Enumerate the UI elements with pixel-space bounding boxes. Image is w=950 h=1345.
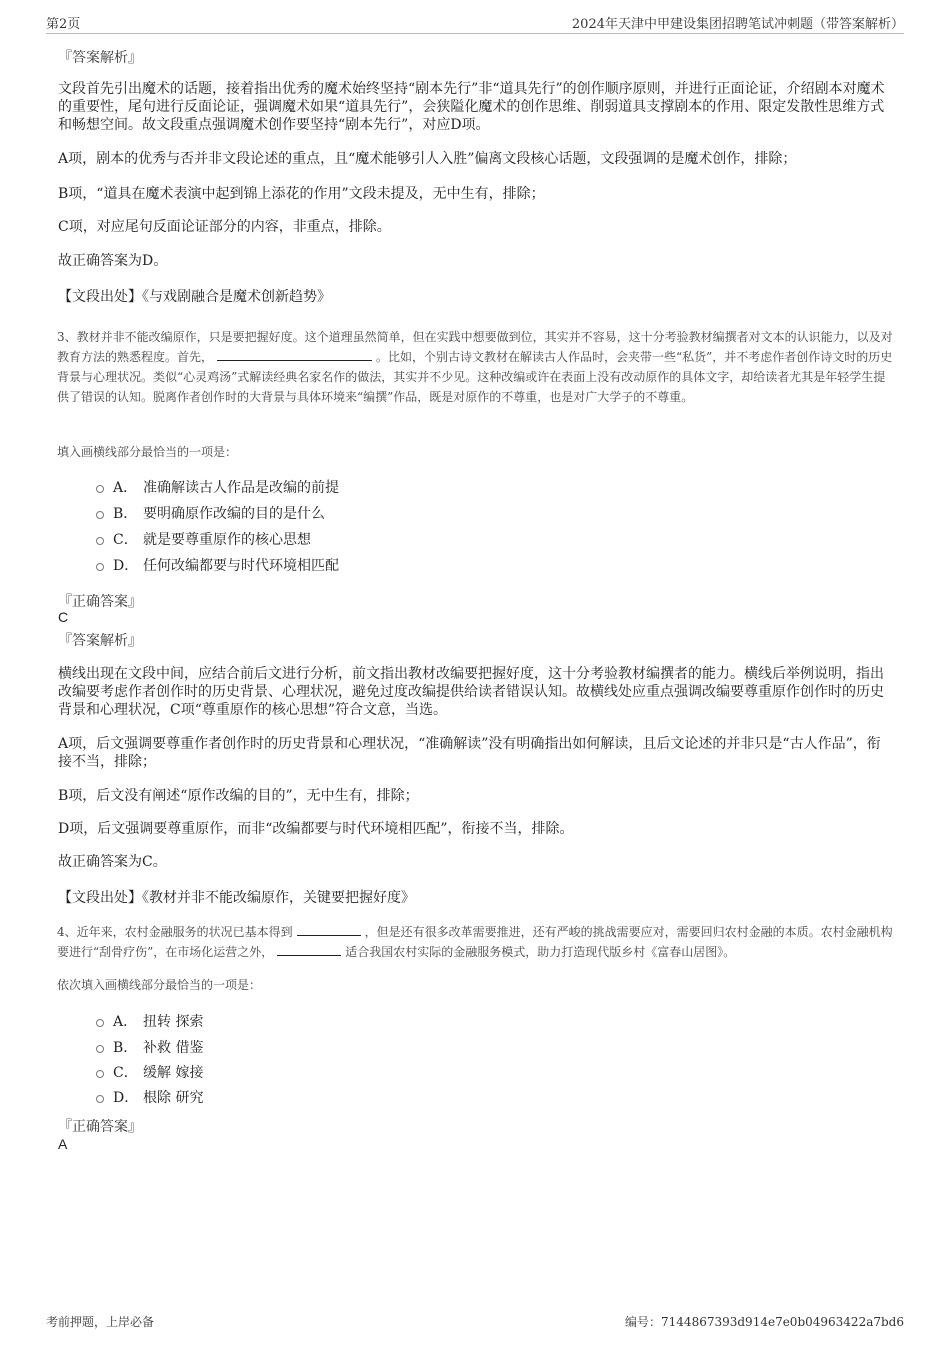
option-letter: B． (113, 1040, 138, 1056)
question-4-text-b: ，但是还有很多改革需要推进，还有严峻的挑战需要应对，需要回归农村金融的本质。农村金融机构要进行“刮骨疗伤”，在市场化运营之外， (57, 925, 893, 959)
option-text: 缓解 嫁接 (143, 1065, 204, 1081)
analysis-paragraph: B项，“道具在魔术表演中起到锦上添花的作用”文段未提及，无中生有，排除； (58, 186, 545, 202)
correct-answer: C (58, 609, 69, 625)
analysis-conclusion: 故正确答案为D。 (58, 253, 168, 269)
question-4-option-a[interactable] (96, 1011, 203, 1031)
question-3-option-a[interactable] (96, 477, 339, 497)
page-footer (46, 1313, 904, 1331)
question-4-option-c[interactable] (96, 1062, 203, 1082)
question-4-text (57, 922, 897, 962)
analysis-paragraph: A项，剧本的优秀与否并非文段论述的重点，且“魔术能够引人入胜”偏离文段核心话题，文段强调的是魔术创作，排除； (58, 151, 797, 167)
analysis-paragraph: B项，后文没有阐述“原作改编的目的”，无中生有，排除； (58, 788, 419, 804)
question-4-text-a: 4、近年来，农村金融服务的状况已基本得到 (57, 925, 293, 939)
analysis-paragraph: 横线出现在文段中间，应结合前后文进行分析，前文指出教材改编要把握好度，这十分考验教材编撰者的能力。横线后举例说明，指出改编要考虑作者创作时的历史背景、心理状况，避免过度改编提供给读者错误认知。故横线处应重点强调改编要尊重原作创作时的历史背景和心理状况，C项“尊重原作的核心思想”符合文意，当选。 (58, 666, 884, 718)
question-3-option-b[interactable] (96, 503, 325, 523)
option-letter: C． (113, 1065, 138, 1081)
option-letter: A． (113, 480, 138, 496)
fill-blank (277, 943, 341, 956)
question-3-prompt: 填入画横线部分最恰当的一项是： (57, 445, 238, 459)
question-3-text (57, 327, 897, 407)
option-text: 任何改编都要与时代环境相匹配 (143, 558, 339, 574)
question-4-option-b[interactable] (96, 1037, 203, 1057)
analysis-paragraph: A项，后文强调要尊重作者创作时的历史背景和心理状况，“准确解读”没有明确指出如何解读，且后文论述的并非只是“古人作品”，衔接不当，排除； (58, 736, 881, 770)
option-text: 扭转 探索 (143, 1014, 204, 1030)
page-number: 第2页 (46, 17, 81, 32)
radio-button[interactable] (96, 1095, 104, 1103)
radio-button[interactable] (96, 485, 104, 493)
fill-blank (297, 923, 361, 936)
passage-source: 【文段出处】《教材并非不能改编原作，关键要把握好度》 (58, 890, 415, 906)
option-letter: B． (113, 506, 138, 522)
question-4-prompt: 依次填入画横线部分最恰当的一项是： (57, 978, 262, 992)
option-letter: C． (113, 532, 138, 548)
question-4-option-d[interactable] (96, 1087, 203, 1107)
radio-button[interactable] (96, 1070, 104, 1078)
radio-button[interactable] (96, 563, 104, 571)
footer-slogan: 考前押题，上岸必备 (46, 1315, 155, 1329)
option-text: 就是要尊重原作的核心思想 (143, 532, 311, 548)
correct-answer-label: 『正确答案』 (58, 594, 142, 610)
option-text: 准确解读古人作品是改编的前提 (143, 480, 339, 496)
document-title: 2024年天津中甲建设集团招聘笔试冲刺题（带答案解析） (571, 17, 904, 32)
correct-answer-label: 『正确答案』 (58, 1119, 142, 1135)
correct-answer: A (58, 1136, 68, 1152)
option-text: 要明确原作改编的目的是什么 (143, 506, 325, 522)
question-3-option-d[interactable] (96, 555, 339, 575)
option-letter: D． (113, 558, 139, 574)
radio-button[interactable] (96, 511, 104, 519)
fill-blank (217, 348, 372, 361)
question-4-text-c: 适合我国农村实际的金融服务模式，助力打造现代版乡村《富春山居图》。 (345, 945, 736, 959)
analysis-conclusion: 故正确答案为C。 (58, 854, 167, 870)
option-text: 补救 借鉴 (143, 1040, 204, 1056)
radio-button[interactable] (96, 1045, 104, 1053)
analysis-paragraph: D项，后文强调要尊重原作，而非“改编都要与时代环境相匹配”，衔接不当，排除。 (58, 821, 574, 837)
option-letter: A． (113, 1014, 138, 1030)
radio-button[interactable] (96, 1019, 104, 1027)
option-text: 根除 研究 (143, 1090, 204, 1106)
answer-analysis-label: 『答案解析』 (58, 633, 142, 649)
question-3-option-c[interactable] (96, 529, 311, 549)
option-letter: D． (113, 1090, 139, 1106)
page-header (46, 13, 904, 34)
question-3-text-a: 3、教材并非不能改编原作，只是要把握好度。这个道理虽然简单，但在实践中想要做到位，其实并不容易，这十分考验教材编撰者对文本的认识能力，以及对教育方法的熟悉程度。首先， (57, 330, 893, 364)
answer-analysis-label: 『答案解析』 (58, 50, 142, 66)
question-3-text-b: 。比如，个别古诗文教材在解读古人作品时，会夹带一些“私货”，并不考虑作者创作诗文时的历史背景与心理状况。类似“心灵鸡汤”式解读经典名家名作的做法，其实并不少见。这种改编或许在表面上没有改动原作的具体文字，却给读者尤其是年轻学生提供了错误的认知。脱离作者创作时的大背景与具体环境来“编撰”作品，既是对原作的不尊重，也是对广大学子的不尊重。 (57, 350, 893, 404)
analysis-paragraph: C项，对应尾句反面论证部分的内容，非重点，排除。 (58, 219, 391, 235)
document-id: 编号：7144867393d914e7e0b04963422a7bd6 (625, 1315, 904, 1329)
analysis-paragraph: 文段首先引出魔术的话题，接着指出优秀的魔术始终坚持“剧本先行”非“道具先行”的创作顺序原则，并进行正面论证，介绍剧本对魔术的重要性，尾句进行反面论证，强调魔术如果“道具先行”，会狭隘化魔术的创作思维、削弱道具支撑剧本的作用、限定发散性思维方式和畅想空间。故文段重点强调魔术创作要坚持“剧本先行”，对应D项。 (58, 81, 885, 133)
passage-source: 【文段出处】《与戏剧融合是魔术创新趋势》 (58, 289, 331, 305)
radio-button[interactable] (96, 537, 104, 545)
